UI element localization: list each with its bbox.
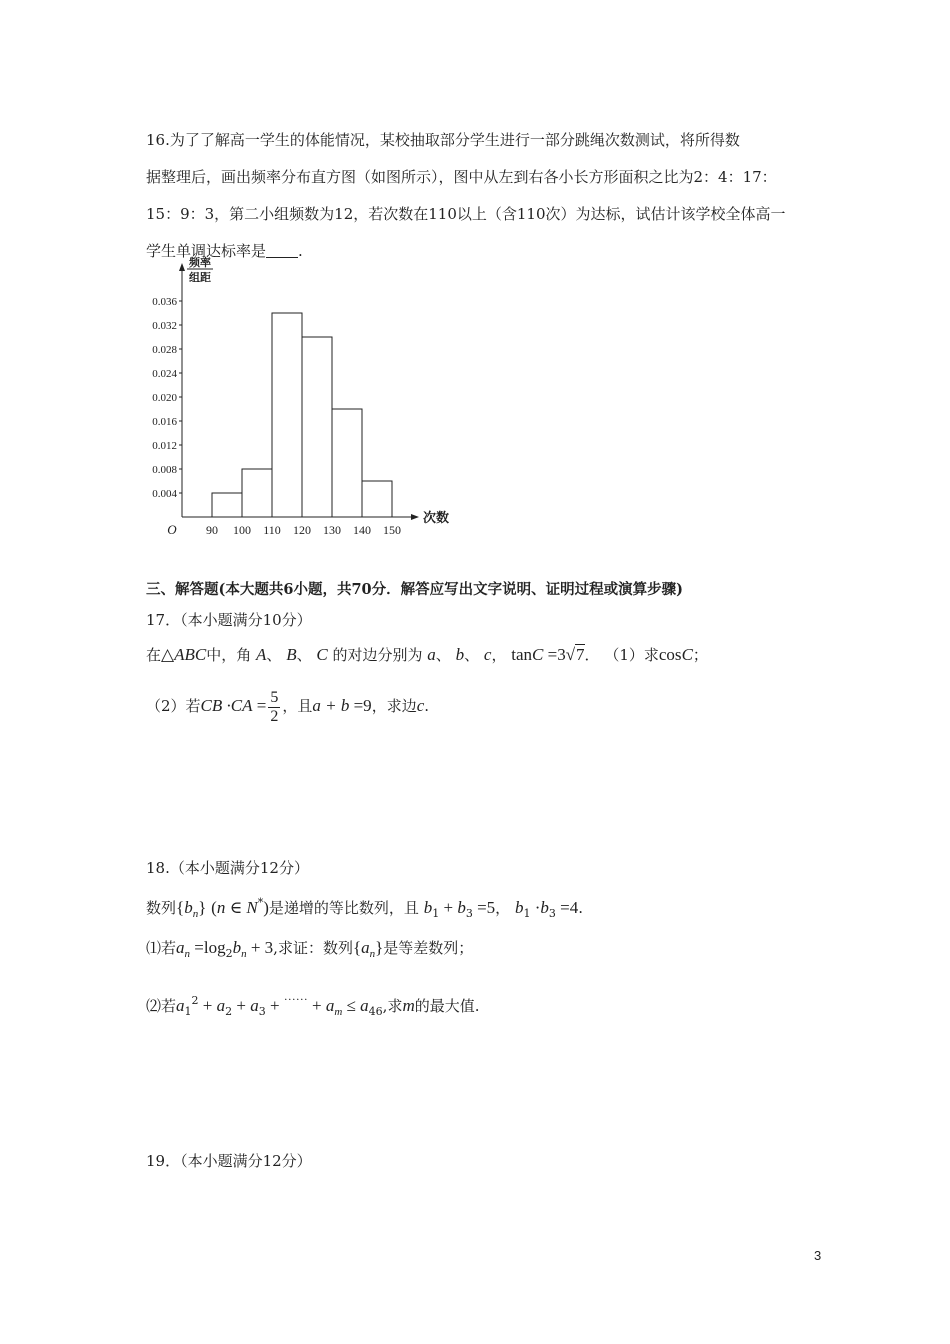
q17-root: 7 [576, 645, 585, 664]
q18-brace-open: { [176, 898, 185, 917]
answer-blank [266, 243, 298, 258]
histogram-bar [242, 469, 272, 517]
q16-line-4 [146, 240, 303, 261]
q17-sep: 、 [435, 646, 451, 664]
q18-dots: ······ [283, 992, 308, 1006]
q18-eq4: =4 [555, 898, 579, 917]
q18-bn: b [184, 898, 193, 917]
x-axis-arrow [411, 514, 419, 520]
q18-plus-d: + [307, 996, 326, 1015]
y-tick-label: 0.028 [152, 344, 177, 356]
q18-b1b: b [514, 898, 524, 917]
q18-b3b-sub: 3 [548, 907, 556, 920]
q18-b1b-sub: 1 [523, 907, 531, 920]
q18-dot: · [530, 898, 541, 917]
q18-a1-sub: 1 [184, 1005, 192, 1018]
q18-line-3 [146, 981, 480, 1030]
q18-paren-open: ( [211, 898, 217, 917]
q18-am-sub: m [334, 1006, 343, 1018]
q18-plus3: + 3 [246, 938, 274, 957]
q17-text-opp: 的对边分别为 [332, 646, 423, 664]
page-number: 3 [814, 1248, 822, 1263]
q18-line-1 [146, 885, 583, 932]
x-tick-label: 110 [263, 523, 281, 537]
q16-line-3: 15：9：3，第二小组频数为12，若次数在110以上（含110次）为达标，试估计该学校全体高一 [146, 205, 786, 223]
q18-b3b: b [540, 898, 549, 917]
q18-cond: n ∈ N [216, 898, 258, 917]
q17-cos-var: C [681, 645, 693, 664]
x-tick-label: 120 [293, 523, 311, 537]
q18-bn-2: b [232, 938, 242, 957]
q18-brace2-open: { [352, 938, 362, 957]
q18-le: ≤ [342, 996, 361, 1015]
q17-sep: 、 [296, 646, 312, 664]
q18-ask: ,求 [382, 997, 403, 1015]
q17-eq2: = [252, 696, 267, 715]
histogram-bar [332, 409, 362, 517]
histogram-bar [212, 493, 242, 517]
q18-am: a [325, 996, 335, 1015]
origin-label: O [167, 522, 177, 537]
section-3-heading: 三、解答题(本大题共6小题，共70分．解答应写出文字说明、证明过程或演算步骤) [146, 581, 683, 598]
q17-frac-den: 2 [270, 707, 279, 725]
q18-log-base: 2 [225, 947, 233, 960]
q18-a1-sq: 2 [191, 994, 199, 1007]
q18-a3: a [250, 996, 259, 1015]
q17-tan-eq: =3 [543, 645, 566, 664]
q18-arith: 是等差数列； [383, 939, 474, 957]
histogram-bar [302, 337, 332, 517]
y-tick-label: 0.016 [152, 416, 177, 428]
q17-semi: ； [692, 646, 708, 664]
q17-tan-var: C [532, 645, 544, 664]
q17-eq3: =9 [349, 696, 372, 715]
q17-part-2: （2）若 [146, 697, 201, 715]
q17-angle-b: B [286, 645, 297, 664]
x-tick-label: 100 [233, 523, 251, 537]
q18-an-sub: n [184, 948, 191, 960]
q18-p1: ⑴若 [146, 939, 177, 957]
x-axis-label: 次数 [423, 510, 450, 525]
q17-side-c: c [483, 645, 492, 664]
q18-seq: 数列 [146, 899, 177, 917]
q18-b3-sub: 3 [465, 907, 473, 920]
q17-part-1: （1）求 [604, 646, 659, 664]
q17-ask: ，求边 [371, 697, 417, 715]
q18-an: a [176, 938, 185, 957]
q18-a46-sub: 46 [368, 1005, 383, 1018]
q17-sqrt: √7 [565, 645, 585, 664]
q17-header: 17．（本小题满分10分） [146, 611, 312, 629]
q17-text-in: 在 [146, 646, 162, 664]
y-tick-label: 0.020 [152, 392, 177, 404]
q18-comma: ， [495, 899, 511, 917]
y-tick-label: 0.008 [152, 464, 177, 476]
q18-a1: a [176, 996, 185, 1015]
q17-frac-num: 5 [270, 688, 279, 706]
q18-star: * [257, 896, 264, 909]
q17-fraction [268, 689, 280, 726]
q18-eq5: =5 [472, 898, 496, 917]
q18-a2: a [216, 996, 226, 1015]
q18-b3: b [457, 898, 466, 917]
q18-p2: ⑵若 [146, 997, 177, 1015]
y-axis-label-bottom: 组距 [189, 272, 211, 284]
q18-line-2 [146, 930, 473, 972]
q17-line-1 [146, 636, 708, 674]
q17-period: ． [584, 646, 600, 664]
q17-angle-c: C [316, 645, 328, 664]
q18-plus: + [439, 898, 458, 917]
q18-header: 18.（本小题满分12分） [146, 859, 309, 877]
q17-vectors: CB ·CA [200, 696, 253, 715]
q18-bn-2-sub: n [241, 948, 247, 960]
q18-b1: b [423, 898, 433, 917]
q17-comma: ， [491, 646, 507, 664]
q18-an-2-sub: n [369, 948, 376, 960]
q18-plus-a: + [198, 996, 217, 1015]
q18-a3-sub: 3 [258, 1005, 266, 1018]
q18-an-2: a [361, 938, 370, 957]
y-tick-label: 0.036 [152, 296, 177, 308]
q19-header: 19．（本小题满分12分） [146, 1152, 312, 1170]
y-tick-label: 0.004 [152, 488, 177, 500]
q18-paren-close: ) [263, 898, 269, 917]
q17-sep: 、 [464, 646, 480, 664]
q17-side-b: b [455, 645, 465, 664]
histogram-bar [272, 313, 302, 517]
q16-line-4-end: . [298, 242, 303, 260]
q18-prove: ,求证：数列 [273, 939, 353, 957]
q18-text-inc: 是递增的等比数列，且 [268, 899, 419, 917]
histogram-chart [140, 257, 460, 550]
x-tick-label: 130 [323, 523, 341, 537]
q18-eq-log: =log [190, 938, 226, 957]
y-tick-label: 0.012 [152, 440, 177, 452]
q18-plus-b: + [232, 996, 251, 1015]
q17-text-mid: 中，角 [206, 646, 252, 664]
x-tick-label: 140 [353, 523, 371, 537]
q18-m: m [402, 996, 415, 1015]
q17-side-a: a [427, 645, 436, 664]
q17-line-2 [146, 686, 429, 726]
q17-tan: tan [511, 645, 533, 664]
y-axis-label-top: 频率 [189, 257, 211, 269]
y-tick-label: 0.032 [152, 320, 177, 332]
q17-and: ，且 [282, 697, 313, 715]
q18-a46: a [360, 996, 369, 1015]
q17-triangle: △ABC [161, 645, 207, 664]
q17-cos: cos [658, 645, 682, 664]
histogram-bar [362, 481, 392, 517]
q18-max: 的最大值. [414, 997, 480, 1015]
q18-plus-c: + [265, 996, 284, 1015]
q17-sum: a + b [312, 696, 350, 715]
q18-bn-sub: n [192, 908, 199, 920]
y-axis-arrow [179, 263, 185, 271]
x-tick-label: 90 [206, 523, 218, 537]
q17-side-c-2: c [416, 696, 425, 715]
x-tick-label: 150 [383, 523, 401, 537]
q18-b1-sub: 1 [432, 907, 440, 920]
q17-angle-a: A [256, 645, 267, 664]
q16-line-2: 据整理后，画出频率分布直方图（如图所示），图中从左到右各小长方形面积之比为2：4：17： [146, 168, 777, 186]
q16-line-1: 16.为了了解高一学生的体能情况，某校抽取部分学生进行一部分跳绳次数测试，将所得数 [146, 131, 740, 149]
q18-brace-close: } [198, 898, 207, 917]
q18-a2-sub: 2 [225, 1005, 233, 1018]
y-tick-label: 0.024 [152, 368, 177, 380]
q17-end: . [424, 697, 430, 715]
q16-line-4-text: 学生单调达标率是 [146, 242, 267, 260]
q17-sep: 、 [266, 646, 282, 664]
q18-period: . [578, 899, 583, 917]
q18-brace2-close: } [375, 938, 384, 957]
